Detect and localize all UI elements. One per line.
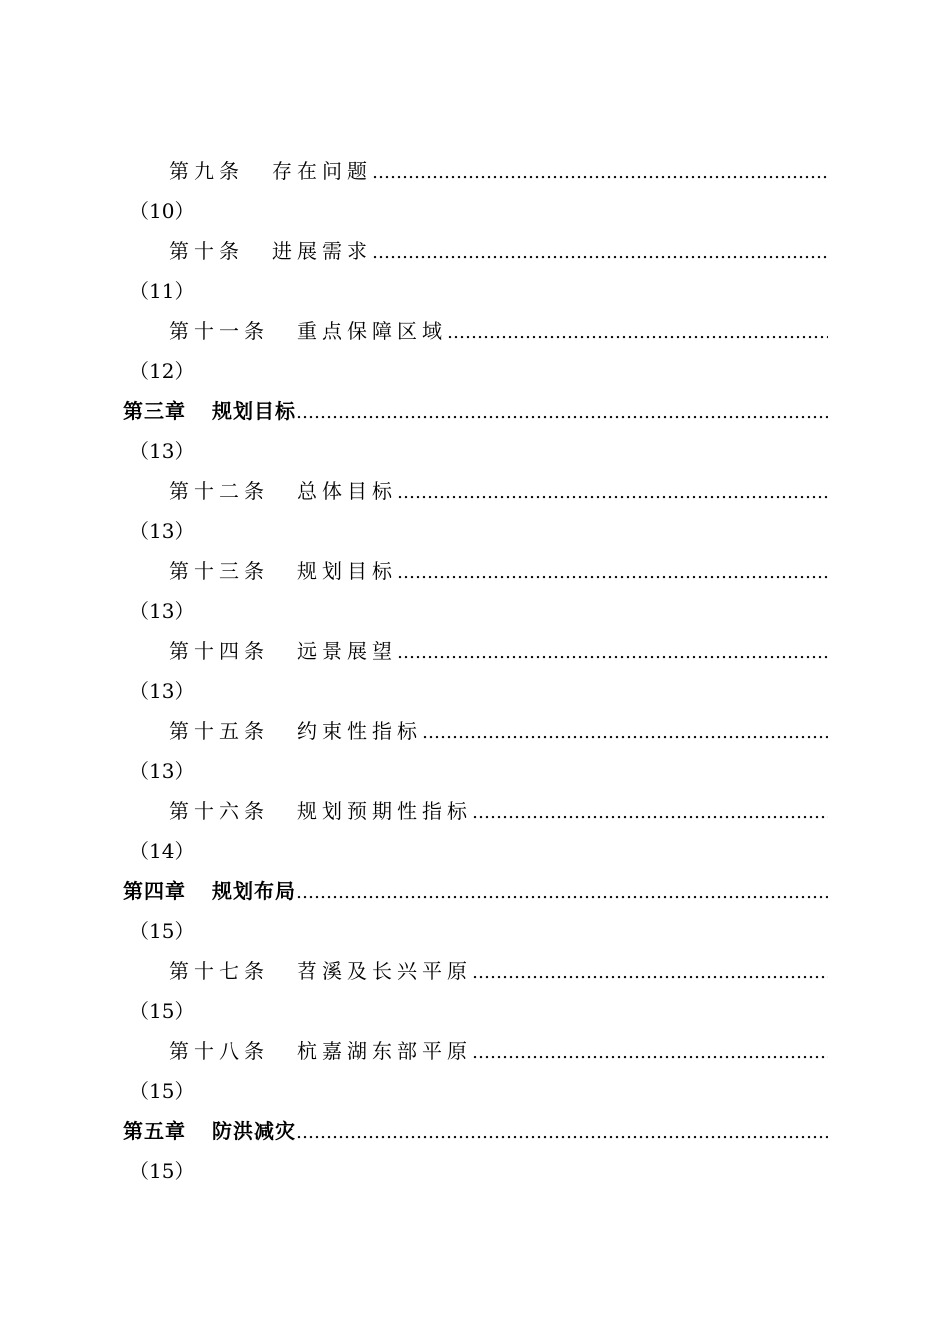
toc-entry-title: 存在问题 (272, 159, 372, 183)
toc-entry-title: 防洪减灾 (212, 1119, 296, 1143)
toc-entry-article-14[interactable] (123, 631, 828, 711)
toc-entry-label: 第三章 (123, 399, 186, 423)
toc-entry-page: （13） (129, 439, 195, 463)
toc-entry-page: （14） (129, 839, 195, 863)
dot-leader (397, 473, 828, 511)
toc-entry-article-12[interactable] (123, 471, 828, 551)
toc-entry-page: （10） (129, 199, 195, 223)
toc-entry-page: （15） (129, 919, 195, 943)
toc-entry-title: 杭嘉湖东部平原 (297, 1039, 472, 1063)
toc-entry-label: 第十四条 (169, 639, 269, 663)
toc-entry-title: 规划布局 (212, 879, 296, 903)
dot-leader (472, 793, 828, 831)
dot-leader (397, 633, 828, 671)
dot-leader (296, 1113, 828, 1151)
dot-leader (397, 553, 828, 591)
toc-entry-title: 规划目标 (212, 399, 296, 423)
toc-entry-article-15[interactable] (123, 711, 828, 791)
toc-entry-page: （12） (129, 359, 195, 383)
toc-entry-article-17[interactable] (123, 951, 828, 1031)
toc-entry-label: 第十五条 (169, 719, 269, 743)
dot-leader (372, 153, 828, 191)
toc-entry-page: （13） (129, 679, 195, 703)
dot-leader (296, 393, 828, 431)
toc-entry-page: （13） (129, 519, 195, 543)
toc-entry-page: （11） (129, 279, 195, 303)
toc-entry-title: 规划目标 (297, 559, 397, 583)
dot-leader (472, 953, 828, 991)
table-of-contents (123, 151, 828, 1191)
toc-entry-chapter-5[interactable] (123, 1111, 828, 1191)
toc-entry-label: 第五章 (123, 1119, 186, 1143)
toc-entry-label: 第十六条 (169, 799, 269, 823)
toc-entry-page: （15） (129, 999, 195, 1023)
toc-entry-article-16[interactable] (123, 791, 828, 871)
toc-entry-label: 第四章 (123, 879, 186, 903)
toc-entry-title: 苕溪及长兴平原 (297, 959, 472, 983)
dot-leader (372, 233, 828, 271)
toc-entry-page: （13） (129, 759, 195, 783)
toc-entry-title: 规划预期性指标 (297, 799, 472, 823)
toc-entry-chapter-3[interactable] (123, 391, 828, 471)
toc-entry-label: 第十二条 (169, 479, 269, 503)
toc-entry-title: 进展需求 (272, 239, 372, 263)
toc-entry-page: （13） (129, 599, 195, 623)
dot-leader (472, 1033, 828, 1071)
toc-entry-chapter-4[interactable] (123, 871, 828, 951)
toc-entry-article-11[interactable] (123, 311, 828, 391)
toc-entry-title: 约束性指标 (297, 719, 422, 743)
toc-entry-article-9[interactable] (123, 151, 828, 231)
toc-entry-article-10[interactable] (123, 231, 828, 311)
toc-entry-label: 第十七条 (169, 959, 269, 983)
toc-entry-article-13[interactable] (123, 551, 828, 631)
toc-entry-article-18[interactable] (123, 1031, 828, 1111)
toc-entry-page: （15） (129, 1159, 195, 1183)
toc-entry-label: 第十条 (169, 239, 244, 263)
dot-leader (422, 713, 828, 751)
toc-entry-title: 重点保障区域 (297, 319, 447, 343)
toc-entry-label: 第十八条 (169, 1039, 269, 1063)
toc-entry-label: 第十一条 (169, 319, 269, 343)
dot-leader (447, 313, 828, 351)
toc-entry-label: 第十三条 (169, 559, 269, 583)
toc-entry-title: 总体目标 (297, 479, 397, 503)
toc-entry-title: 远景展望 (297, 639, 397, 663)
dot-leader (296, 873, 828, 911)
toc-entry-page: （15） (129, 1079, 195, 1103)
toc-entry-label: 第九条 (169, 159, 244, 183)
